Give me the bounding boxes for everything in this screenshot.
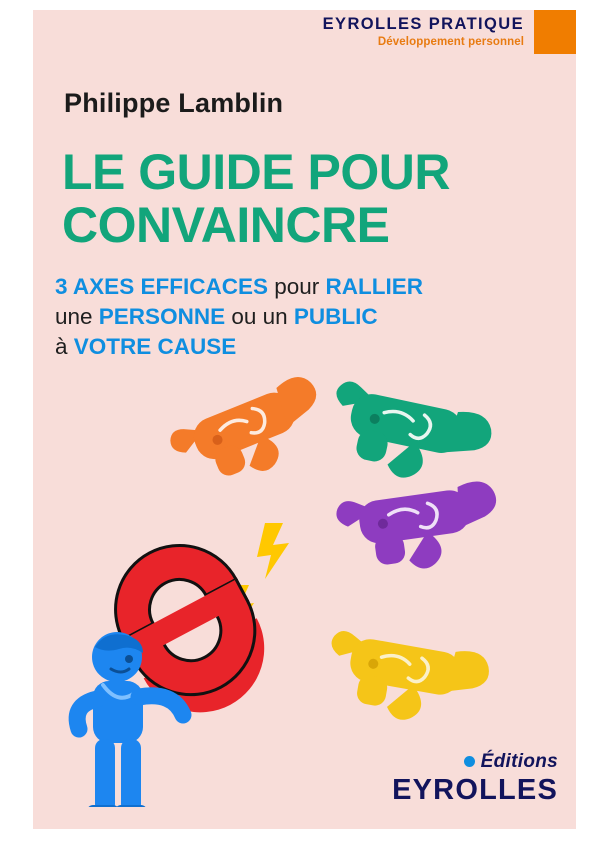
book-title xyxy=(62,146,532,252)
page-margin-top xyxy=(0,0,600,10)
figure-green xyxy=(322,379,496,494)
book-title-line-1: LE GUIDE POUR xyxy=(62,144,450,200)
spark-icon-upper xyxy=(257,523,289,579)
publisher-prefix-row xyxy=(392,752,558,771)
subtitle-highlight-rallier: RALLIER xyxy=(325,274,424,299)
author-name: Philippe Lamblin xyxy=(64,88,284,118)
subtitle-highlight-public: PUBLIC xyxy=(293,303,378,329)
figure-yellow xyxy=(320,627,492,733)
page-margin-right xyxy=(576,0,600,851)
subtitle-text-ou-un: ou un xyxy=(225,303,294,329)
blue-dot-icon xyxy=(464,756,475,767)
collection-title: EYROLLES PRATIQUE xyxy=(322,15,524,33)
subtitle-text-a: à xyxy=(55,333,74,359)
collection-subtitle: Développement personnel xyxy=(377,35,524,48)
page-margin-bottom xyxy=(0,829,600,851)
figure-orange xyxy=(165,371,337,500)
collection-banner xyxy=(309,10,576,54)
publisher-name: EYROLLES xyxy=(392,774,558,806)
subtitle-text-une: une xyxy=(55,303,99,329)
publisher-prefix: Éditions xyxy=(480,751,558,772)
subtitle-highlight-axes: 3 AXES EFFICACES xyxy=(55,274,268,299)
cover-illustration xyxy=(33,355,576,807)
publisher-logo xyxy=(392,752,558,805)
orange-square-decoration xyxy=(534,10,576,54)
subtitle-text-pour: pour xyxy=(267,274,326,299)
subtitle-highlight-votre-cause: VOTRE CAUSE xyxy=(73,333,237,359)
book-subtitle xyxy=(55,272,525,362)
subtitle-line-2 xyxy=(55,302,525,332)
figure-purple xyxy=(335,479,505,580)
page-margin-left xyxy=(0,0,33,851)
collection-banner-text xyxy=(309,10,534,54)
subtitle-line-1 xyxy=(55,272,525,302)
subtitle-highlight-personne: PERSONNE xyxy=(98,303,226,329)
book-title-line-2: CONVAINCRE xyxy=(62,197,390,253)
